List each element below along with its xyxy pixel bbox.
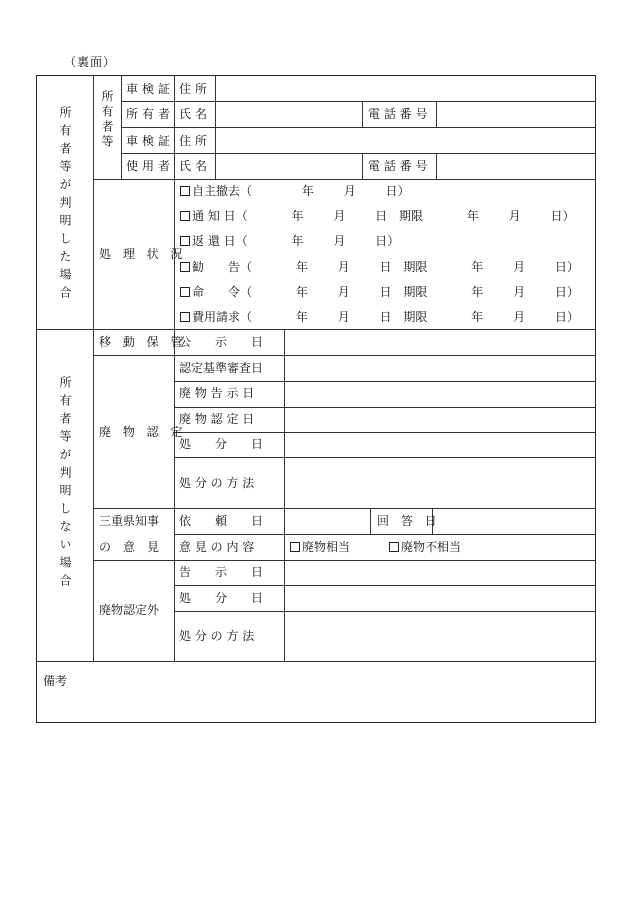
waste-notice-date-field[interactable] <box>285 382 594 406</box>
waste-field: 認定基準審査日 <box>179 361 264 375</box>
other-field: 処 分 日 <box>179 591 264 605</box>
status-row-return: 返 還 日（ 年 月 日） <box>180 234 399 248</box>
opinion-label: の 意 見 <box>99 540 160 554</box>
owner-address-field[interactable] <box>216 77 594 100</box>
waste-cert-date-field[interactable] <box>285 408 594 431</box>
section-label-known: 所有者等が判明した場合 <box>58 106 72 304</box>
status-row-cost-claim: 費用請求（ 年 月 日 期限 年 月 日） <box>180 310 579 324</box>
address-label: 住所 <box>179 134 212 148</box>
owner-label: 所有者等 <box>100 90 114 150</box>
reply-date-label: 回 答 日 <box>377 514 441 528</box>
waste-field: 処 分 日 <box>179 437 264 451</box>
status-row-self-removal: 自主撤去（ 年 月 日） <box>180 184 410 198</box>
public-notice-date-label: 公 示 日 <box>179 335 264 349</box>
checkbox[interactable] <box>180 262 190 272</box>
divider <box>174 76 175 661</box>
waste-certification-label: 廃 物 認 定 <box>99 425 187 439</box>
divider <box>362 153 363 179</box>
checkbox[interactable] <box>180 236 190 246</box>
move-storage-label: 移 動 保 管 <box>99 335 187 349</box>
phone-label: 電 話 番 号 <box>368 107 428 121</box>
review-date-field[interactable] <box>285 356 594 380</box>
notice-date-field[interactable] <box>285 561 594 584</box>
owner-name-field[interactable] <box>216 102 361 126</box>
waste-field: 廃 物 認 定 日 <box>179 412 255 426</box>
phone-label: 電 話 番 号 <box>368 159 428 173</box>
checkbox[interactable] <box>180 287 190 297</box>
disposal-date-field[interactable] <box>285 586 594 610</box>
disposal-date-field[interactable] <box>285 433 594 456</box>
disposal-method-field[interactable] <box>285 458 594 507</box>
address-label: 住所 <box>179 82 212 96</box>
user-name-field[interactable] <box>216 154 361 178</box>
status-label: 処 理 状 況 <box>99 247 187 261</box>
user-address-field[interactable] <box>216 128 594 152</box>
checkbox[interactable] <box>180 211 190 221</box>
owner-phone-field[interactable] <box>437 102 594 126</box>
divider <box>93 76 94 661</box>
checkbox[interactable] <box>180 312 190 322</box>
governor-label: 三重県知事 <box>99 514 160 528</box>
checkbox[interactable] <box>389 542 399 552</box>
page-title: （裏面） <box>64 55 117 69</box>
request-date-field[interactable] <box>285 509 369 533</box>
public-notice-date-field[interactable] <box>285 330 594 354</box>
user-phone-field[interactable] <box>437 154 594 178</box>
checkbox[interactable] <box>180 186 190 196</box>
waste-field: 処 分 の 方 法 <box>179 476 255 490</box>
remarks-label: 備考 <box>43 674 68 688</box>
request-date-label: 依 頼 日 <box>179 514 264 528</box>
other-field: 告 示 日 <box>179 565 264 579</box>
form-table <box>36 75 596 723</box>
section-label-unknown: 所有者等が判明しない場合 <box>58 376 72 592</box>
disposal-method-field[interactable] <box>285 612 594 660</box>
cert-label: 車検証 <box>126 134 175 148</box>
opinion-option-not-equivalent: 廃物不相当 <box>389 540 461 554</box>
cert-label: 車検証 <box>126 82 175 96</box>
divider <box>37 661 595 662</box>
reply-date-field[interactable] <box>433 509 594 533</box>
status-row-order: 命 令（ 年 月 日 期限 年 月 日） <box>180 285 579 299</box>
checkbox[interactable] <box>290 542 300 552</box>
name-label: 氏名 <box>179 159 212 173</box>
owner-type-label: 所有者 <box>126 107 175 121</box>
divider <box>362 101 363 127</box>
opinion-option-equivalent: 廃物相当 <box>290 540 350 554</box>
name-label: 氏名 <box>179 107 212 121</box>
divider <box>93 179 595 180</box>
status-row-notice: 通 知 日（ 年 月 日 期限 年 月 日） <box>180 209 575 223</box>
remarks-field[interactable] <box>38 694 594 722</box>
waste-field: 廃 物 告 示 日 <box>179 386 255 400</box>
non-waste-label: 廃物認定外 <box>99 603 160 617</box>
divider <box>370 508 371 534</box>
divider <box>174 534 595 535</box>
status-row-advice: 勧 告（ 年 月 日 期限 年 月 日） <box>180 260 579 274</box>
opinion-content-label: 意 見 の 内 容 <box>179 540 255 554</box>
other-field: 処 分 の 方 法 <box>179 629 255 643</box>
user-type-label: 使用者 <box>126 159 175 173</box>
